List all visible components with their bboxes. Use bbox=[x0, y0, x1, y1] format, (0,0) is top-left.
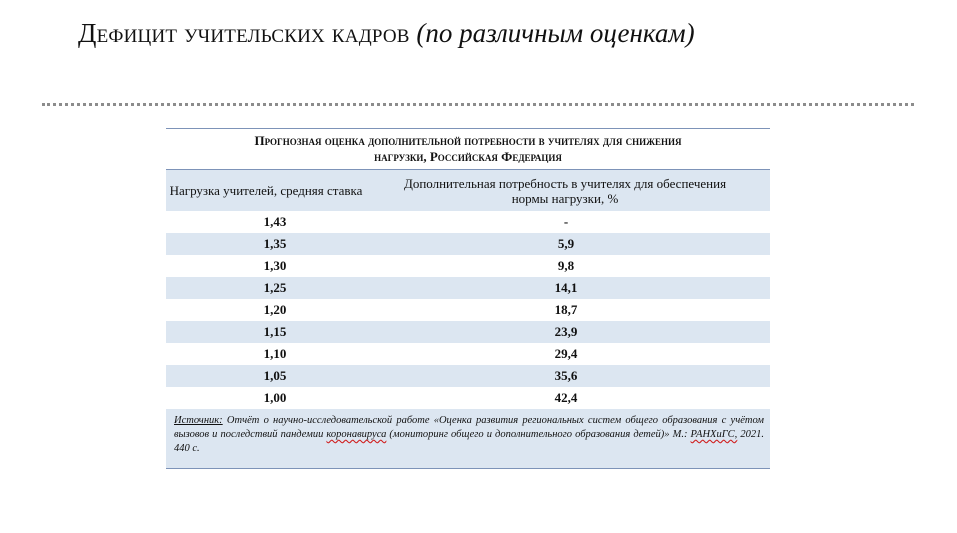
source-word-coronavirus: коронавируса bbox=[326, 429, 387, 440]
dotted-divider bbox=[42, 103, 914, 106]
cell-load: 1,05 bbox=[263, 368, 287, 383]
table-row bbox=[166, 365, 770, 387]
table-row bbox=[166, 343, 770, 365]
source-text-part-1: Отчёт о научно-исследовательской работе «Оценка развития региональных систем общего образования с учётом вызовов и последствий пандемии bbox=[174, 415, 764, 440]
cell-need: - bbox=[563, 214, 569, 229]
cell-need: 35,6 bbox=[554, 368, 578, 383]
cell-need: 9,8 bbox=[557, 258, 575, 273]
cell-need: 18,7 bbox=[554, 302, 578, 317]
slide-title-main: Дефицит учительских кадров bbox=[78, 18, 410, 48]
source-label: Источник: bbox=[174, 415, 223, 426]
table-caption-line-1: Прогнозная оценка дополнительной потребности в учителях для снижения bbox=[254, 133, 682, 148]
table-caption bbox=[166, 129, 770, 170]
cell-load: 1,00 bbox=[263, 390, 287, 405]
cell-load: 1,30 bbox=[263, 258, 287, 273]
cell-need: 23,9 bbox=[554, 324, 578, 339]
table-row bbox=[166, 233, 770, 255]
source-text-part-2: (мониторинг общего и дополнительного образования детей)» М.: bbox=[386, 429, 691, 440]
cell-load: 1,20 bbox=[263, 302, 287, 317]
table-row bbox=[166, 299, 770, 321]
cell-load: 1,10 bbox=[263, 346, 287, 361]
source-word-ranepa: РАНХиГС, bbox=[690, 429, 738, 440]
header-teacher-load: Нагрузка учителей, средняя ставка bbox=[169, 183, 363, 198]
table-row bbox=[166, 211, 770, 233]
cell-need: 42,4 bbox=[554, 390, 578, 405]
cell-need: 14,1 bbox=[554, 280, 578, 295]
slide-title bbox=[78, 18, 695, 49]
header-additional-need: Дополнительная потребность в учителях для обеспечения нормы нагрузки, % bbox=[403, 175, 727, 206]
cell-load: 1,25 bbox=[263, 280, 287, 295]
table-row bbox=[166, 255, 770, 277]
table-row bbox=[166, 277, 770, 299]
source-text-part-3: 2021. 440 с. bbox=[174, 429, 765, 454]
cell-load: 1,15 bbox=[263, 324, 287, 339]
table-header-row bbox=[166, 170, 770, 211]
table-row bbox=[166, 321, 770, 343]
table-source-note bbox=[166, 409, 770, 468]
forecast-table bbox=[166, 128, 770, 469]
table-caption-line-2: нагрузки, Российская Федерация bbox=[374, 149, 562, 164]
cell-load: 1,35 bbox=[263, 236, 287, 251]
cell-load: 1,43 bbox=[263, 214, 287, 229]
slide-title-subtitle: (по различным оценкам) bbox=[416, 18, 695, 48]
cell-need: 29,4 bbox=[554, 346, 578, 361]
table-row bbox=[166, 387, 770, 409]
cell-need: 5,9 bbox=[557, 236, 575, 251]
